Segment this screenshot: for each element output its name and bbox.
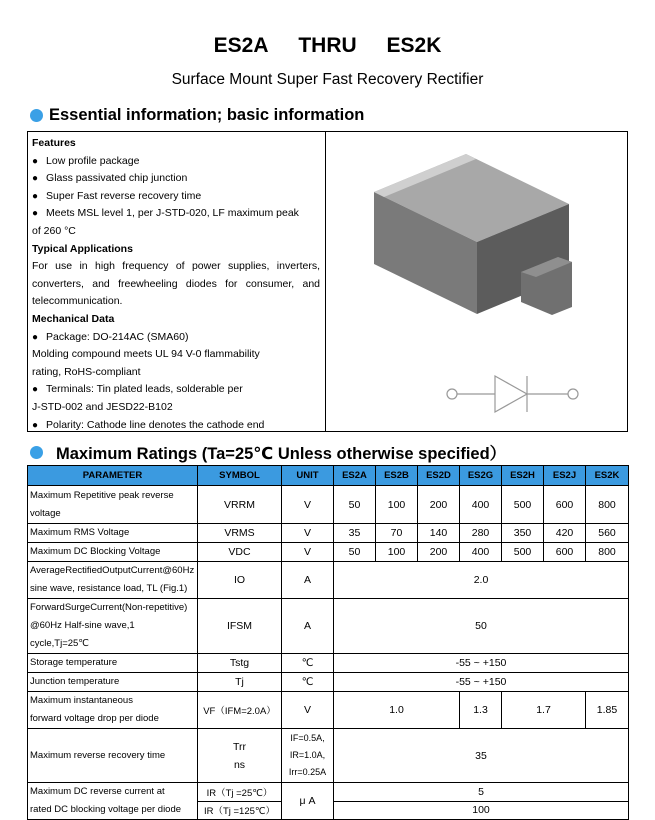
- col-header: ES2A: [334, 466, 376, 486]
- feature-item: ● Super Fast reverse recovery time: [32, 188, 320, 206]
- mech-molding: Molding compound meets UL 94 V-0 flammability: [32, 348, 260, 361]
- mech-terminals: ● Terminals: Tin plated leads, solderable per: [32, 381, 320, 399]
- col-header: PARAMETER: [28, 466, 198, 486]
- feature-continuation: of 260 °C: [32, 224, 76, 237]
- section-title: Maximum Ratings (Ta=25℃ Unless otherwise specified）: [56, 445, 507, 463]
- table-row: Maximum reverse recovery time Trr ns IF=0.5A, IR=1.0A, Irr=0.25A 35: [28, 729, 629, 783]
- feature-item: ● Glass passivated chip junction: [32, 170, 320, 188]
- bullet-dot-icon: [30, 109, 43, 122]
- mech-molding-cont: rating, RoHS-compliant: [32, 365, 141, 378]
- package-drawing: [326, 132, 629, 431]
- mech-terminals-cont: J-STD-002 and JESD22-B102: [32, 400, 173, 413]
- table-row: Maximum Repetitive peak reverse voltage VRRM V 50 100 200 400 500 600 800: [28, 486, 629, 524]
- section-essential-info: [30, 106, 364, 125]
- table-header-row: [28, 466, 629, 486]
- table-row: ForwardSurgeCurrent(Non-repetitive) @60Hz Half-sine wave,1 cycle,Tj=25℃ IFSM A 50: [28, 599, 629, 654]
- section-maximum-ratings: [30, 440, 506, 464]
- part-end: ES2K: [386, 34, 442, 57]
- col-header: ES2J: [544, 466, 586, 486]
- col-header: ES2K: [586, 466, 629, 486]
- col-header: UNIT: [282, 466, 334, 486]
- col-header: SYMBOL: [198, 466, 282, 486]
- diode-symbol-icon: [447, 376, 578, 412]
- col-header: ES2H: [502, 466, 544, 486]
- applications-text: For use in high frequency of power supplies, inverters, converters, and freewheeling diodes for consumer, and telecommunication.: [32, 260, 320, 308]
- maximum-ratings-table: [27, 465, 629, 820]
- table-row: AverageRectifiedOutputCurrent@60Hz sine wave, resistance load, TL (Fig.1) IO A 2.0: [28, 562, 629, 599]
- col-header: ES2D: [418, 466, 460, 486]
- thru-label: THRU: [298, 34, 357, 57]
- table-row: IR（Tj =125℃） 100: [28, 801, 629, 820]
- mech-package: ● Package: DO-214AC (SMA60): [32, 329, 320, 347]
- col-header: ES2G: [460, 466, 502, 486]
- document-title: [0, 34, 655, 58]
- table-row: Maximum RMS Voltage VRMS V 35 70 140 280 350 420 560: [28, 524, 629, 543]
- info-text: [32, 135, 320, 434]
- subtitle: Surface Mount Super Fast Recovery Rectifier: [171, 71, 484, 88]
- feature-item: ● Meets MSL level 1, per J-STD-020, LF maximum peak: [32, 205, 320, 223]
- part-start: ES2A: [213, 34, 269, 57]
- col-header: ES2B: [376, 466, 418, 486]
- table-row: Maximum instantaneous forward voltage drop per diode VF（IFM=2.0A） V 1.0 1.3 1.7 1.85: [28, 692, 629, 729]
- table-row: Junction temperature Tj ℃ -55 ~ +150: [28, 673, 629, 692]
- features-heading: Features: [32, 137, 76, 149]
- info-box: [27, 131, 628, 432]
- package-image-panel: [325, 132, 629, 431]
- table-row: Storage temperature Tstg ℃ -55 ~ +150: [28, 654, 629, 673]
- section-title: Essential information; basic information: [49, 106, 365, 124]
- mechanical-heading: Mechanical Data: [32, 312, 115, 325]
- table-row: Maximum DC reverse current at rated DC blocking voltage per diode IR（Tj =25℃） μ A 5: [28, 783, 629, 802]
- feature-item: ● Low profile package: [32, 153, 320, 171]
- applications-heading: Typical Applications: [32, 242, 133, 255]
- table-row: Maximum DC Blocking Voltage VDC V 50 100 200 400 500 600 800: [28, 543, 629, 562]
- mech-polarity: ● Polarity: Cathode line denotes the cathode end: [32, 417, 320, 435]
- bullet-dot-icon: [30, 446, 43, 459]
